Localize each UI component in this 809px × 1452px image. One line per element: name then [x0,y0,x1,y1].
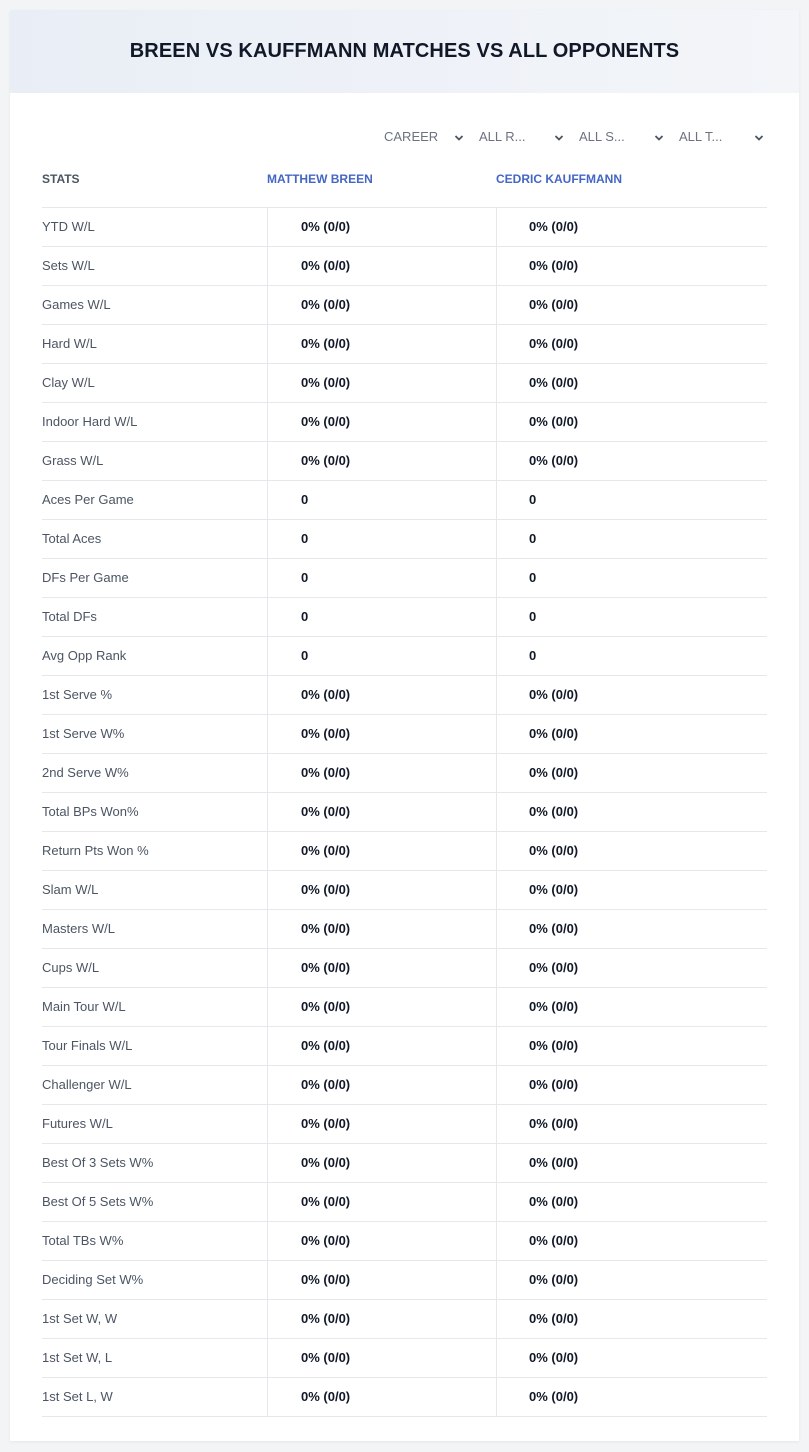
table-row [42,1261,767,1300]
player1-value: 0 [267,520,496,558]
player2-value: 0% (0/0) [496,364,767,402]
table-row [42,949,767,988]
player1-value: 0 [267,637,496,675]
stat-label: 1st Set L, W [42,1389,113,1404]
player1-value: 0% (0/0) [267,364,496,402]
player1-value: 0% (0/0) [267,832,496,870]
player2-value: 0 [496,637,767,675]
card-header [10,10,799,93]
player2-value: 0% (0/0) [496,1222,767,1260]
player1-value: 0% (0/0) [267,1183,496,1221]
table-row [42,832,767,871]
tournament-select-value: ALL T... [679,128,723,144]
stat-label: Hard W/L [42,336,97,351]
player2-value: 0% (0/0) [496,1183,767,1221]
table-row [42,715,767,754]
table-header [42,160,767,208]
player2-value: 0 [496,598,767,636]
player1-value: 0% (0/0) [267,1027,496,1065]
stat-label: Masters W/L [42,921,115,936]
table-row [42,247,767,286]
player2-value: 0 [496,481,767,519]
player2-value: 0% (0/0) [496,1378,767,1416]
table-row [42,520,767,559]
player1-value: 0% (0/0) [267,247,496,285]
table-row [42,1183,767,1222]
player2-value: 0% (0/0) [496,442,767,480]
table-row [42,676,767,715]
stat-label: Total TBs W% [42,1233,124,1248]
chevron-down-icon [454,131,464,141]
player1-value: 0% (0/0) [267,754,496,792]
table-row [42,325,767,364]
table-row [42,1027,767,1066]
period-select-value: CAREER [384,128,439,144]
player1-value: 0% (0/0) [267,1378,496,1416]
stat-label: Games W/L [42,297,111,312]
table-row [42,637,767,676]
stat-label: Main Tour W/L [42,999,126,1014]
chevron-down-icon [754,131,764,141]
player1-value: 0 [267,481,496,519]
period-select[interactable] [384,125,464,147]
stat-label: Total DFs [42,609,97,624]
player2-value: 0% (0/0) [496,910,767,948]
table-row [42,559,767,598]
table-row [42,286,767,325]
surface-select-value: ALL S... [579,128,625,144]
stat-label: Grass W/L [42,453,104,468]
stat-label: Best Of 3 Sets W% [42,1155,154,1170]
table-row [42,1378,767,1417]
player1-value: 0% (0/0) [267,1261,496,1299]
stats-table [42,160,767,1417]
stat-label: Sets W/L [42,258,95,273]
player1-value: 0% (0/0) [267,286,496,324]
stat-label: Return Pts Won % [42,843,149,858]
table-row [42,403,767,442]
player2-value: 0% (0/0) [496,715,767,753]
tournament-select[interactable] [679,125,764,147]
stats-column-header: STATS [42,172,80,186]
table-row [42,754,767,793]
player2-value: 0% (0/0) [496,1339,767,1377]
player1-link[interactable]: MATTHEW BREEN [267,172,373,186]
player2-value: 0% (0/0) [496,988,767,1026]
stat-label: 2nd Serve W% [42,765,129,780]
player1-value: 0 [267,559,496,597]
stat-label: 1st Set W, L [42,1350,113,1365]
table-row [42,1066,767,1105]
stat-label: Total Aces [42,531,102,546]
player1-value: 0% (0/0) [267,1300,496,1338]
player2-value: 0% (0/0) [496,286,767,324]
player1-value: 0 [267,598,496,636]
stat-label: DFs Per Game [42,570,129,585]
stat-label: Cups W/L [42,960,100,975]
player2-value: 0% (0/0) [496,832,767,870]
player2-value: 0% (0/0) [496,754,767,792]
player2-value: 0% (0/0) [496,247,767,285]
table-row [42,442,767,481]
stat-label: Tour Finals W/L [42,1038,133,1053]
player2-value: 0% (0/0) [496,1066,767,1104]
stat-label: YTD W/L [42,219,95,234]
player1-value: 0% (0/0) [267,1222,496,1260]
table-row [42,1105,767,1144]
player2-value: 0 [496,520,767,558]
table-row [42,1144,767,1183]
player1-value: 0% (0/0) [267,676,496,714]
table-row [42,988,767,1027]
round-select[interactable] [479,125,564,147]
player1-value: 0% (0/0) [267,988,496,1026]
player1-value: 0% (0/0) [267,949,496,987]
stat-label: Aces Per Game [42,492,134,507]
player1-value: 0% (0/0) [267,793,496,831]
page-title: BREEN VS KAUFFMANN MATCHES VS ALL OPPONENTS [129,40,680,62]
table-row [42,871,767,910]
table-row [42,364,767,403]
stat-label: Clay W/L [42,375,95,390]
player2-value: 0% (0/0) [496,1144,767,1182]
stat-label: Best Of 5 Sets W% [42,1194,154,1209]
stat-label: Deciding Set W% [42,1272,144,1287]
player1-value: 0% (0/0) [267,208,496,246]
player1-value: 0% (0/0) [267,325,496,363]
player2-value: 0% (0/0) [496,403,767,441]
stat-label: Total BPs Won% [42,804,139,819]
player2-link[interactable]: CEDRIC KAUFFMANN [496,172,622,186]
player2-value: 0% (0/0) [496,676,767,714]
table-row [42,208,767,247]
player1-value: 0% (0/0) [267,1339,496,1377]
player2-value: 0% (0/0) [496,1027,767,1065]
player1-value: 0% (0/0) [267,715,496,753]
player1-value: 0% (0/0) [267,1144,496,1182]
stat-label: 1st Set W, W [42,1311,118,1326]
player1-value: 0% (0/0) [267,442,496,480]
table-body [42,208,767,1417]
stats-card [10,10,799,1441]
player2-value: 0% (0/0) [496,1261,767,1299]
stat-label: Avg Opp Rank [42,648,127,663]
player2-value: 0% (0/0) [496,1105,767,1143]
round-select-value: ALL R... [479,128,526,144]
player1-value: 0% (0/0) [267,1066,496,1104]
player1-value: 0% (0/0) [267,403,496,441]
player2-value: 0% (0/0) [496,208,767,246]
table-row [42,1222,767,1261]
table-row [42,1339,767,1378]
stat-label: 1st Serve % [42,687,113,702]
stat-label: 1st Serve W% [42,726,125,741]
stat-label: Futures W/L [42,1116,113,1131]
player1-value: 0% (0/0) [267,1105,496,1143]
table-row [42,481,767,520]
stat-label: Indoor Hard W/L [42,414,138,429]
player2-value: 0% (0/0) [496,1300,767,1338]
player2-value: 0% (0/0) [496,793,767,831]
player2-value: 0% (0/0) [496,949,767,987]
filter-bar [10,125,799,147]
player1-value: 0% (0/0) [267,910,496,948]
table-row [42,910,767,949]
chevron-down-icon [654,131,664,141]
stat-label: Challenger W/L [42,1077,132,1092]
player2-value: 0% (0/0) [496,871,767,909]
surface-select[interactable] [579,125,664,147]
player1-value: 0% (0/0) [267,871,496,909]
chevron-down-icon [554,131,564,141]
stat-label: Slam W/L [42,882,99,897]
table-row [42,1300,767,1339]
table-row [42,598,767,637]
player2-value: 0% (0/0) [496,325,767,363]
table-row [42,793,767,832]
player2-value: 0 [496,559,767,597]
